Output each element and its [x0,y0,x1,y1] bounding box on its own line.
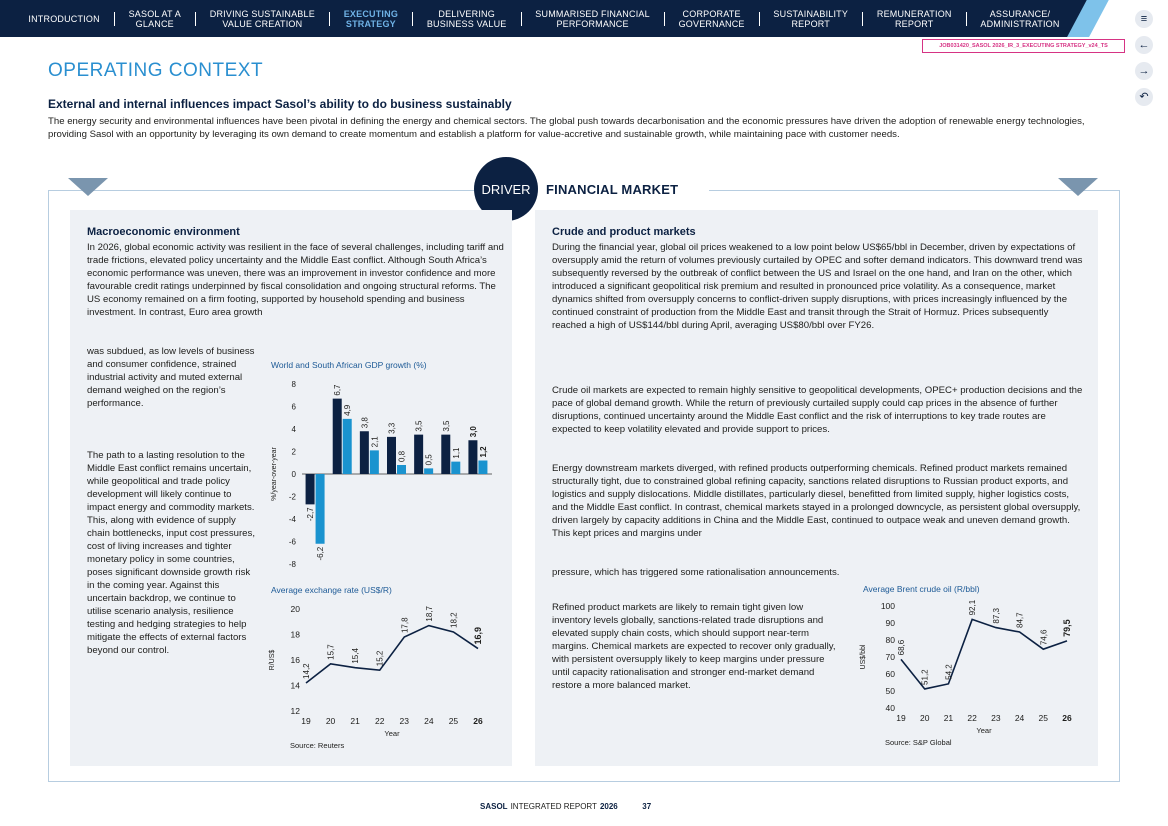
fx-data-label: 14,2 [302,663,311,679]
gdp-bar-south-africa [316,474,325,544]
page-number: 37 [630,796,664,816]
crude-heading: Crude and product markets [552,226,696,238]
fx-y-tick: 16 [290,655,300,665]
footer-year: 2026 [599,801,618,811]
brent-x-tick: 24 [1014,713,1025,723]
fx-x-tick: 24 [424,716,434,726]
brent-data-label: 84,7 [1015,612,1025,629]
brent-data-label: 92,1 [968,599,978,616]
brent-x-tick: 19 [896,713,906,723]
exchange-rate-chart [266,597,506,757]
gdp-data-label: 0,5 [424,454,434,466]
fx-data-label: 17,8 [400,617,410,634]
gdp-data-label: -6,2 [316,546,326,561]
brent-data-label: 51,2 [920,669,930,685]
fx-x-axis-label: Year [384,729,400,738]
brent-y-tick: 80 [885,635,895,645]
gdp-bar-south-africa [424,468,433,474]
nav-item-5[interactable]: SUMMARISED FINANCIAL PERFORMANCE [521,0,664,37]
fx-x-tick: 19 [301,716,311,726]
gdp-bar-south-africa [370,450,379,474]
fx-data-label: 15,4 [351,648,361,664]
fx-y-tick: 20 [290,604,300,614]
fx-x-tick: 23 [399,716,410,726]
brent-x-tick: 21 [943,713,954,723]
brent-data-label: 74,6 [1039,629,1049,646]
gdp-bar-world [387,437,396,474]
brent-x-tick: 20 [919,713,930,723]
macroeconomic-heading: Macroeconomic environment [87,226,240,238]
fx-x-tick: 22 [374,716,385,726]
brent-x-tick: 23 [991,713,1001,723]
fx-chart-source: Source: Reuters [290,741,345,750]
fx-data-label: 16,9 [473,626,483,645]
fx-y-tick: 12 [290,706,300,716]
gdp-y-tick: -8 [288,560,296,569]
gdp-data-label: 3,0 [468,426,478,438]
gdp-bar-world [306,474,315,504]
gdp-data-label: 1,2 [478,446,488,458]
nav-item-8[interactable]: REMUNERATION REPORT [862,0,966,37]
fx-data-label: 18,2 [449,612,459,628]
gdp-data-label: 3,3 [387,422,397,434]
macroeconomic-paragraph-2: The path to a lasting resolution to the Middle East conflict remains uncertain, while geopolitical and trade policy development will likely continue to impact energy and commodity markets. This, along with evidence of supply chain bottlenecks, input cost pressures, cost of living increases and tighter monetary policy in some countries, poses significant downside growth risk in the coming year. Against this uncertain backdrop, we continue to utilise scenario analysis, resilience testing and hedging strategies to help mitigate the effects of external factors beyond our control. [87,450,255,656]
fx-x-tick: 20 [325,716,336,726]
macroeconomic-panel [70,210,512,766]
gdp-bar-world [360,431,369,474]
intro-heading: External and internal influences impact Sasol’s ability to do business sustainably [48,97,512,111]
brent-y-tick: 40 [885,703,895,713]
brent-x-tick: 25 [1038,713,1049,723]
crude-paragraph-3: Energy downstream markets diverged, with refined products outperforming chemicals. Refined product markets remained structurally tight, due to constrained global refining capacity, sanctions related disruptions to Russian product exports, and logistics and supply dislocations. Middle distillates, particularly diesel, benefitted from limited supply, higher logistics costs, and the Middle East conflict. In contrast, chemical markets stayed in a prolonged downcycle, as persistent global oversupply, driven largely by capacity additions in China and the Middle East, continued to outpace weak and uneven demand growth. This kept prices and margins under [552,463,1081,539]
nav-item-3[interactable]: EXECUTING STRATEGY [329,0,412,37]
gdp-y-tick: 2 [291,447,296,457]
gdp-y-tick: 6 [291,402,296,412]
page-footer [480,796,664,816]
gdp-y-tick: -4 [288,515,296,524]
fx-data-label: 15,7 [326,644,336,660]
chevron-down-icon [68,178,108,196]
gdp-bar-world [468,440,477,474]
gdp-bar-south-africa [478,461,487,475]
footer-brand: SASOL [480,801,508,811]
brent-chart-title: Average Brent crude oil (R/bbl) [863,584,980,594]
nav-item-6[interactable]: CORPORATE GOVERNANCE [664,0,759,37]
page-title: OPERATING CONTEXT [48,60,264,81]
top-navigation-bar [0,0,1124,37]
gdp-data-label: 0,8 [397,450,407,462]
nav-item-1[interactable]: SASOL AT A GLANCE [114,0,195,37]
fx-x-tick: 25 [448,716,459,726]
gdp-growth-chart [266,372,506,572]
gdp-bar-south-africa [451,462,460,474]
nav-item-2[interactable]: DRIVING SUSTAINABLE VALUE CREATION [195,0,329,37]
brent-y-tick: 70 [885,652,895,662]
fx-data-label: 15,2 [375,650,385,667]
brent-x-tick: 26 [1062,713,1072,723]
gdp-bar-world [333,399,342,474]
brent-chart-source: Source: S&P Global [885,738,952,747]
crude-paragraph-2: Crude oil markets are expected to remain highly sensitive to geopolitical developments, OPEC+ production decisions and the pace of global demand growth. While the return of previously curtailed supply could cap prices in the absence of further disruptions, continued uncertainty around the Middle East conflict and the risk of interruptions to key trade routes are expected to keep volatility elevated and provide support to prices. [552,385,1083,435]
driver-title: FINANCIAL MARKET [544,182,709,197]
fx-y-axis-label: R/US$ [269,649,276,671]
gdp-data-label: -2,7 [306,507,316,522]
job-tag: JOB031420_SASOL 2026_IR_3_EXECUTING STRATEGY_v24_TS [922,39,1125,53]
macroeconomic-paragraph-1: In 2026, global economic activity was resilient in the face of several challenges, including tariff and trade frictions, elevated policy uncertainty and the Middle East conflict. Although South Africa’s economic performance was uneven, there was an improvement in investor confidence and more favourable credit ratings underpinned by fiscal consolidation and ongoing structural reforms. The US economy remained on a firm footing, supported by household spending and business investment. In contrast, Euro area growth [87,242,504,318]
nav-item-0[interactable]: INTRODUCTION [28,13,100,24]
menu-icon[interactable]: ≡ [1135,10,1153,28]
gdp-data-label: 6,7 [333,384,343,396]
nav-item-4[interactable]: DELIVERING BUSINESS VALUE [412,0,520,37]
gdp-data-label: 2,1 [370,436,380,448]
brent-data-label: 68,6 [897,639,906,656]
gdp-bar-world [441,435,450,474]
brent-y-tick: 90 [885,618,895,628]
nav-item-9[interactable]: ASSURANCE/ ADMINISTRATION [966,0,1074,37]
gdp-data-label: 1,1 [451,447,461,459]
side-toolbar [1135,10,1157,114]
crude-paragraph-3-continued: pressure, which has triggered some rationalisation announcements. [552,567,840,578]
gdp-data-label: 3,5 [441,420,451,432]
gdp-y-tick: -6 [288,537,296,547]
gdp-y-axis-label: %/year-over-year [271,447,278,501]
fx-chart-title: Average exchange rate (US$/R) [271,585,392,595]
macroeconomic-paragraph-1-continued: was subdued, as low levels of business and consumer confidence, strained industrial activity and muted external demand weighed on the region’s performance. [87,346,255,409]
return-icon[interactable]: ↶ [1135,88,1153,106]
brent-y-tick: 50 [885,686,895,696]
gdp-data-label: 4,9 [343,404,353,416]
brent-data-label: 87,3 [991,608,1001,624]
gdp-y-tick: 8 [291,380,296,389]
gdp-bar-world [414,435,423,474]
gdp-bar-south-africa [397,465,406,474]
brent-y-axis-label: US$/bbl [860,644,867,670]
crude-markets-panel [535,210,1098,766]
nav-items [14,0,1074,37]
frame-topline [48,190,488,191]
brent-data-label: 54,2 [944,664,954,680]
crude-paragraph-4: Refined product markets are likely to remain tight given low inventory levels globally, sanctions-related trade disruptions and elevated supply chain costs, which should support near-term margins. Chemical markets are expected to recover only gradually, with persistent oversupply likely to keep margins under pressure until capacity rationalisation and stronger end-market demand restore a more balanced market. [552,602,836,691]
gdp-bar-south-africa [343,419,352,474]
forward-arrow-icon[interactable]: → [1135,62,1153,80]
gdp-y-tick: 4 [291,425,296,434]
fx-y-tick: 14 [290,680,300,691]
gdp-data-label: 3,5 [414,420,424,432]
gdp-y-tick: -2 [288,492,296,502]
crude-paragraph-1: During the financial year, global oil prices weakened to a low point below US$65/bbl in December, driven by expectations of oversupply amid the return of volumes previously curtailed by OPEC and softer demand indicators. This downward trend was subsequently reversed by the outbreak of conflict between the US and Israel on the one hand, and Iran on the other, which introduced a significant geopolitical risk premium and resulted in pronounced price volatility. As a consequence, market dynamics shifted from oversupply concerns to conflict-driven supply disruptions, with prices increasingly influenced by the continued constraint of production from the Middle East and transit through the Strait of Hormuz. Prices subsequently reached a high of US$144/bbl during April, averaging US$80/bbl over FY26. [552,242,1083,331]
gdp-data-label: 3,8 [360,417,370,429]
fx-x-tick: 21 [350,716,360,726]
nav-item-7[interactable]: SUSTAINABILITY REPORT [759,0,862,37]
back-arrow-icon[interactable]: ← [1135,36,1153,54]
brent-x-tick: 22 [967,713,977,723]
intro-body: The energy security and environmental influences have been pivotal in defining the energy and chemical sectors. The global push towards decarbonisation and the economic pressures have driven the adoption of renewable energy technologies, providing Sasol with an opportunity by leveraging its own demand to create momentum and establish a platform for value-accretive and sustainable growth, while maintaining pace with customer needs. [48,116,1085,140]
brent-crude-chart [857,596,1093,762]
fx-x-tick: 26 [473,716,483,726]
brent-x-axis-label: Year [976,726,992,735]
brent-y-tick: 100 [880,601,895,611]
footer-report-name: INTEGRATED REPORT [510,801,597,811]
fx-y-tick: 18 [290,629,300,640]
fx-data-label: 18,7 [424,605,434,622]
gdp-y-tick: 0 [291,470,296,479]
brent-data-label: 79,5 [1062,619,1072,637]
brent-y-tick: 60 [885,669,895,679]
driver-badge: DRIVER [474,157,538,221]
gdp-chart-title: World and South African GDP growth (%) [271,360,427,370]
chevron-down-icon [1058,178,1098,196]
frame-topline [700,190,1120,191]
